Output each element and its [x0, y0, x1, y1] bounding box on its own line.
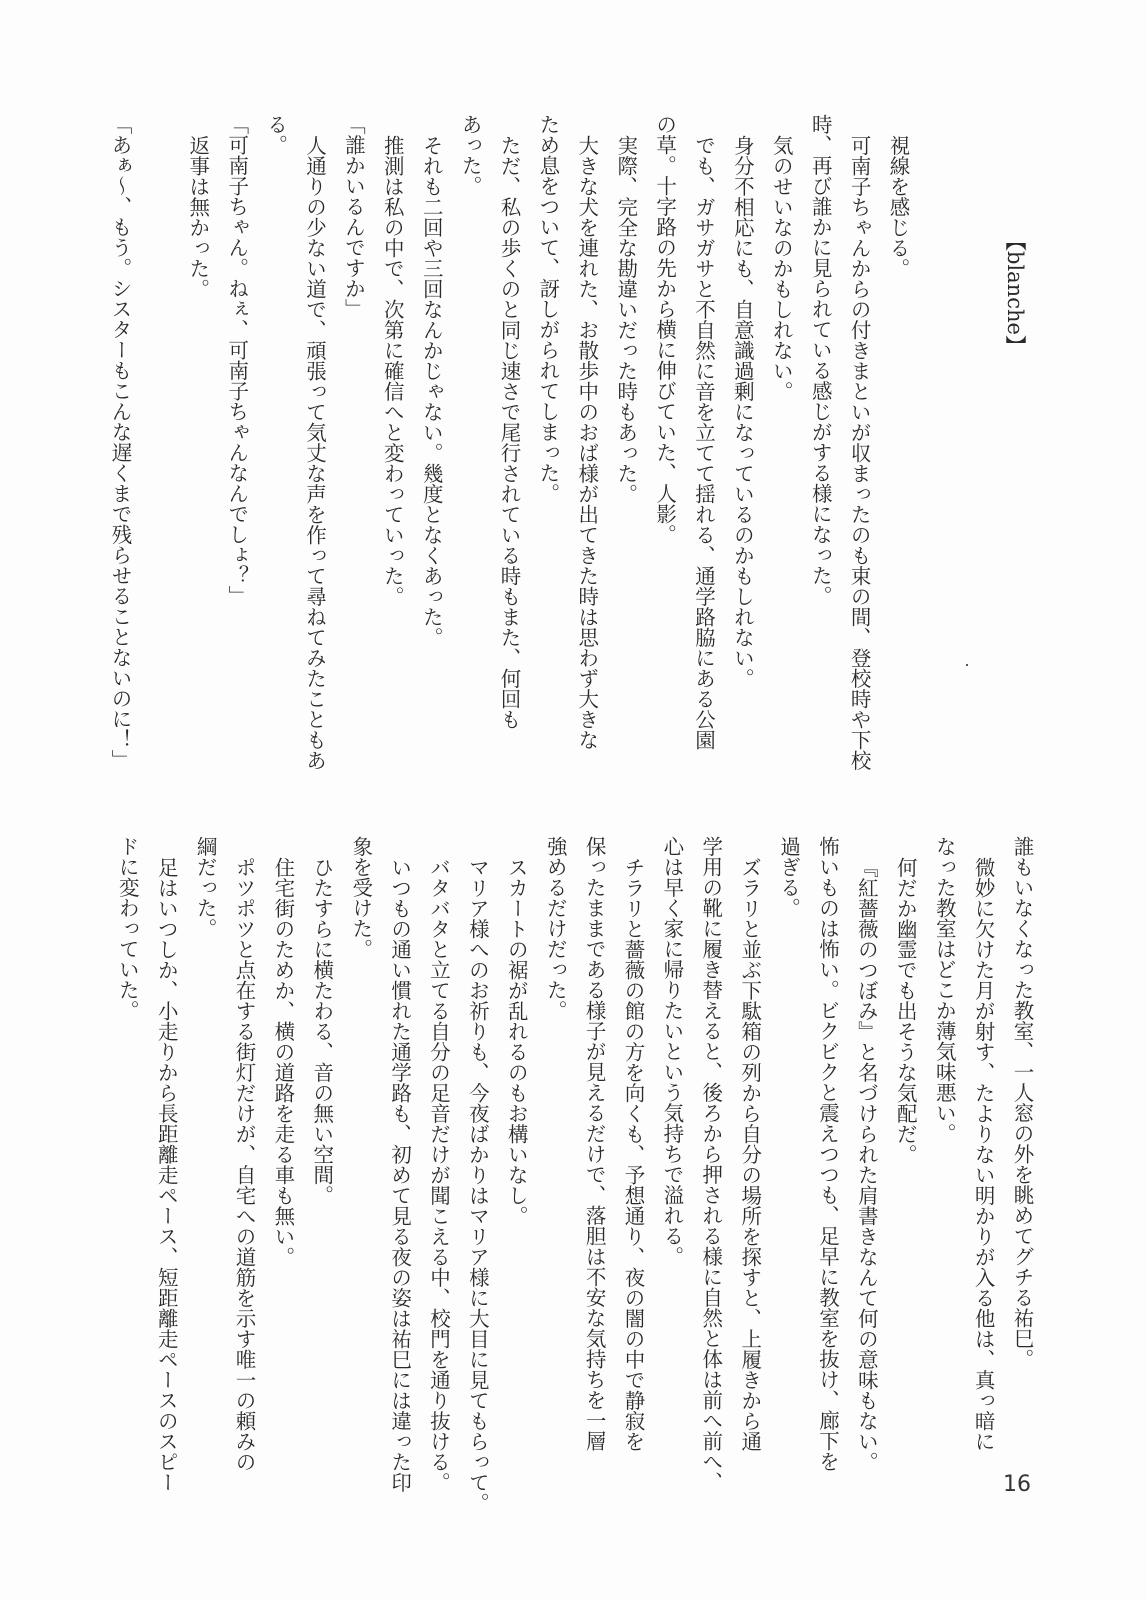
text-line: 怖いものは怖い。ビクビクと震えつつも、足早に教室を抜け、廊下を [815, 836, 840, 1472]
scan-speck [966, 664, 968, 666]
text-line: の草。十字路の先から横に伸びていた、人影。 [652, 114, 677, 545]
text-line: 人通りの少ない道で、頑張って気丈な声を作って尋ねてみたこともあ [302, 134, 327, 770]
text-line: 住宅街のためか、横の道路を走る車も無い。 [270, 856, 295, 1267]
text-line: それも二回や三回なんかじゃない。幾度となくあった。 [419, 134, 444, 647]
text-line: る。 [263, 114, 288, 155]
text-line: 『紅薔薇のつぼみ』と名づけられた肩書きなんて何の意味もない。 [854, 856, 879, 1472]
text-line: 何だか幽霊でも出そうな気配だ。 [893, 856, 918, 1164]
text-line: ズラリと並ぶ下駄箱の列から自分の場所を探すと、上履きから通 [737, 856, 762, 1451]
text-line: 誰もいなくなった教室、一人窓の外を眺めてグチる祐巳。 [1010, 836, 1034, 1369]
text-line: ポツポツと点在する街灯だけが、自宅への道筋を示す唯一の頼みの [232, 856, 256, 1472]
text-line: 保ったままである様子が見えるだけで、落胆は不安な気持ちを一層 [582, 836, 607, 1451]
text-line: ドに変わっていた。 [115, 836, 140, 1021]
text-line: 象を受けた。 [348, 836, 373, 959]
text-line: 強めるだけだった。 [543, 836, 568, 1021]
text-line: あった。 [458, 114, 483, 196]
text-line: 視線を感じる。 [886, 134, 910, 278]
text-line: 「あぁ～、もう。シスターもこんな遅くまで残らせることないのに！」 [108, 114, 132, 770]
text-line: いつもの通い慣れた通学路も、初めて見る夜の姿は祐巳には違った印 [387, 856, 412, 1492]
text-line: 「誰かいるんですか」 [341, 114, 366, 319]
text-line: 学用の靴に履き替えると、後ろから押される様に自然と体は前へ前へ、 [698, 836, 723, 1492]
text-line: 時、再び誰かに見られている感じがする様になった。 [808, 114, 833, 606]
text-line: バタバタと立てる自分の足音だけが聞こえる中、校門を通り抜ける。 [426, 856, 451, 1492]
text-line: チラリと薔薇の館の方を向くも、予想通り、夜の闇の中で静寂を [621, 856, 645, 1451]
text-line: 綱だった。 [193, 836, 218, 939]
text-line: 微妙に欠けた月が射す、たよりない明かりが入る他は、真っ暗に [971, 856, 996, 1451]
text-line: 推測は私の中で、次第に確信へと変わっていった。 [380, 134, 405, 606]
text-line: ため息をついて、訝しがられてしまった。 [535, 114, 560, 504]
text-line: 返事は無かった。 [185, 134, 210, 299]
text-line: マリア様へのお祈りも、今夜ばかりはマリア様に大目に見てもらって。 [465, 856, 490, 1513]
text-line: 心は早く家に帰りたいという気持ちで溢れる。 [659, 836, 684, 1267]
text-line: 「可南子ちゃん。ねぇ、可南子ちゃんなんでしょ？」 [224, 114, 249, 606]
text-line: なった教室はどこか薄気味悪い。 [932, 836, 957, 1144]
text-line: 実際、完全な勘違いだった時もあった。 [613, 134, 638, 504]
text-line: 身分不相応にも、自意識過剰になっているのかもしれない。 [730, 134, 755, 688]
text-line: 過ぎる。 [776, 836, 801, 918]
text-line: ただ、私の歩くのと同じ速さで尾行されている時もまた、何回も [497, 134, 521, 729]
text-line: 可南子ちゃんからの付きまといが収まったのも束の間、登校時や下校 [847, 134, 872, 770]
text-line: 大きな犬を連れた、お散歩中のおば様が出てきた時は思わず大きな [574, 134, 599, 750]
text-line: スカートの裾が乱れるのもお構いなし。 [504, 856, 529, 1226]
text-line: 気のせいなのかもしれない。 [769, 134, 794, 401]
text-line: 足はいつしか、小走りから長距離走ペース、短距離走ペースのスピー [154, 856, 179, 1492]
text-line: ひたすらに横たわる、音の無い空間。 [309, 856, 334, 1205]
text-line: でも、ガサガサと不自然に音を立てて揺れる、通学路脇にある公園 [691, 134, 716, 750]
page-number: 16 [1003, 1472, 1031, 1497]
section-heading: 【blanche】 [1003, 230, 1027, 356]
